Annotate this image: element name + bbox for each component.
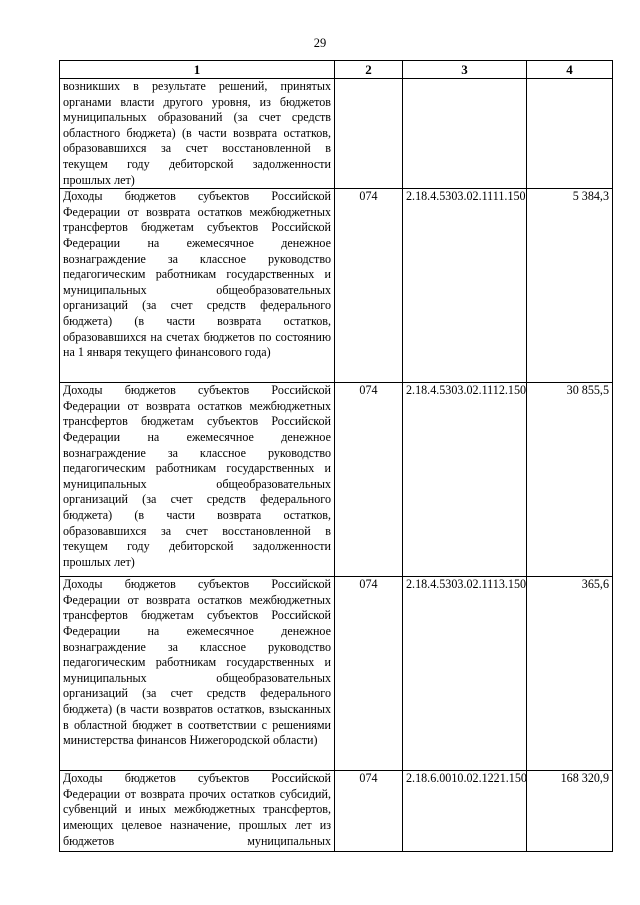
row-description: Доходы бюджетов субъектов Российской Федерации от возврата остатков межбюджетных трансфертов бюджетам субъектов Российской Федерации на ежемесячное денежное вознаграждение за классное руководство педагогическим работникам государственных и муниципальных общеобразовательных организаций (за счет средств федерального бюджета) (в части возврата остатков, образовавшихся за счет восстановленной в текущем году дебиторской задолженности прошлых лет) <box>60 383 335 577</box>
column-header-admin-code: 2 <box>335 61 403 79</box>
row-description: Доходы бюджетов субъектов Российской Федерации от возврата остатков межбюджетных трансфертов бюджетам субъектов Российской Федерации на ежемесячное денежное вознаграждение за классное руководство педагогическим работникам государственных и муниципальных общеобразовательных организаций (за счет средств федерального бюджета) (в части возвратов остатков, взысканных в областной бюджет в соответствии с решениями министерства финансов Нижегородской области) <box>60 577 335 771</box>
row-description: Доходы бюджетов субъектов Российской Федерации от возврата прочих остатков субсидий, субвенций и иных межбюджетных трансфертов, имеющих целевое назначение, прошлых лет из бюджетов муниципальных <box>60 771 335 852</box>
column-header-amount: 4 <box>527 61 613 79</box>
table-row <box>60 577 613 771</box>
row-kbk-code: 2.18.4.5303.02.1111.150 <box>403 189 527 383</box>
table-row <box>60 383 613 577</box>
row-kbk-code <box>403 79 527 189</box>
column-header-kbk-code: 3 <box>403 61 527 79</box>
row-kbk-code: 2.18.4.5303.02.1112.150 <box>403 383 527 577</box>
row-kbk-code: 2.18.4.5303.02.1113.150 <box>403 577 527 771</box>
page-number: 29 <box>313 36 327 50</box>
table-row <box>60 771 613 852</box>
row-admin-code: 074 <box>335 771 403 852</box>
row-admin-code: 074 <box>335 577 403 771</box>
column-header-description: 1 <box>60 61 335 79</box>
row-amount: 5 384,3 <box>527 189 613 383</box>
row-description: Доходы бюджетов субъектов Российской Федерации от возврата остатков межбюджетных трансфертов бюджетам субъектов Российской Федерации на ежемесячное денежное вознаграждение за классное руководство педагогическим работникам государственных и муниципальных общеобразовательных организаций (за счет средств федерального бюджета) (в части возврата остатков, образовавшихся на счетах бюджетов по состоянию на 1 января текущего финансового года) <box>60 189 335 383</box>
row-description: возникших в результате решений, принятых органами власти другого уровня, из бюджетов муниципальных образований (за счет средств областного бюджета) (в части возврата остатков, образовавшихся за счет восстановленной в текущем году дебиторской задолженности прошлых лет) <box>60 79 335 189</box>
row-amount: 365,6 <box>527 577 613 771</box>
row-kbk-code: 2.18.6.0010.02.1221.150 <box>403 771 527 852</box>
row-amount: 30 855,5 <box>527 383 613 577</box>
row-amount <box>527 79 613 189</box>
table-row <box>60 79 613 189</box>
row-amount: 168 320,9 <box>527 771 613 852</box>
row-admin-code: 074 <box>335 189 403 383</box>
budget-revenue-table <box>59 60 613 852</box>
table-row <box>60 189 613 383</box>
row-admin-code <box>335 79 403 189</box>
table-header-row <box>60 61 613 79</box>
row-admin-code: 074 <box>335 383 403 577</box>
